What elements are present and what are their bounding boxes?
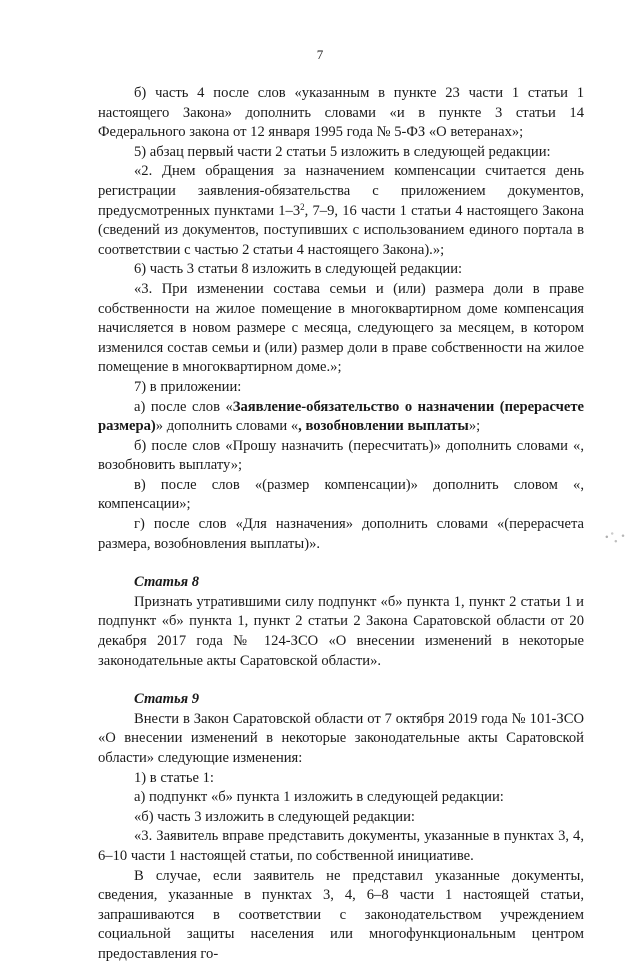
paragraph: 6) часть 3 статьи 8 изложить в следующей редакции: [134, 261, 463, 278]
article-heading-8: Статья 8 [134, 574, 200, 591]
paragraph: «б) часть 3 изложить в следующей редакции: [134, 808, 415, 825]
paragraph: а) после слов «Заявление-обязательство о назначении (перерасчете размера)» дополнить словами «, возобновлении выплаты»; [98, 398, 584, 435]
document-body [98, 84, 584, 965]
paragraph: а) подпункт «б» пункта 1 изложить в следующей редакции: [134, 789, 504, 806]
page-number: 7 [316, 47, 324, 62]
paragraph: б) после слов «Прошу назначить (пересчитать)» дополнить словами «, возобновить выплату»; [98, 437, 584, 474]
paragraph: 7) в приложении: [134, 378, 242, 395]
paragraph: в) после слов «(размер компенсации)» дополнить словом «, компенсации»; [98, 476, 584, 513]
article-heading-9: Статья 9 [134, 691, 200, 708]
scan-speck [596, 528, 632, 550]
paragraph: Признать утратившими силу подпункт «б» пункта 1, пункт 2 статьи 1 и подпункт «б» пункта 1, пункт 2 статьи 2 Закона Саратовской области от 20 декабря 2017 года № 124-ЗСО «О внесении изменений в некоторые законодательные акты Саратовской области». [98, 593, 584, 669]
paragraph: «2. Днем обращения за назначением компенсации считается день регистрации заявления-обязательства с приложением документов, предусмотренных пунктами $1-3^2$, 7–9, 16 части 1 статьи 4 настоящего Закона (сведений из документов, поступивших с использованием единого портала в соответствии с частью 2 статьи 4 настоящего Закона).»; [98, 163, 584, 258]
paragraph: 5) абзац первый части 2 статьи 5 изложить в следующей редакции: [134, 143, 551, 160]
bold-quote: , возобновлении выплаты [298, 418, 469, 435]
paragraph: «3. Заявитель вправе представить документы, указанные в пунктах 3, 4, 6–10 части 1 настоящей статьи, по собственной инициативе. [98, 828, 584, 864]
paragraph: Внести в Закон Саратовской области от 7 октября 2019 года № 101-ЗСО «О внесении изменений в некоторые законодательные акты Саратовской области» следующие изменения: [98, 710, 584, 766]
bold-quote: Заявление-обязательство о назначении (перерасчете размера) [98, 398, 584, 435]
paragraph: 1) в статье 1: [134, 769, 214, 786]
paragraph: б) часть 4 после слов «указанным в пункте 23 части 1 статьи 1 настоящего Закона» дополнить словами «и в пункте 3 статьи 14 Федерального закона от 12 января 1995 года № 5-ФЗ «О ветеранах»; [98, 85, 584, 141]
paragraph: г) после слов «Для назначения» дополнить словами «(перерасчета размера, возобновления выплаты)». [98, 516, 584, 552]
paragraph: «3. При изменении состава семьи и (или) размера доли в праве собственности на жилое помещение в многоквартирном доме компенсация начисляется в новом размере с месяца, следующего за месяцем, в котором изменился состав семьи и (или) размер доли в праве собственности на жилое помещение в многоквартирном доме.»; [98, 280, 584, 376]
paragraph: В случае, если заявитель не представил указанные документы, сведения, указанные в пунктах 3, 4, 6–8 части 1 настоящей статьи, запрашиваются в соответствии с законодательством учреждением социальной защиты населения или многофункциональным центром предоставления го- [98, 867, 584, 962]
superscript: 2 [300, 201, 305, 212]
